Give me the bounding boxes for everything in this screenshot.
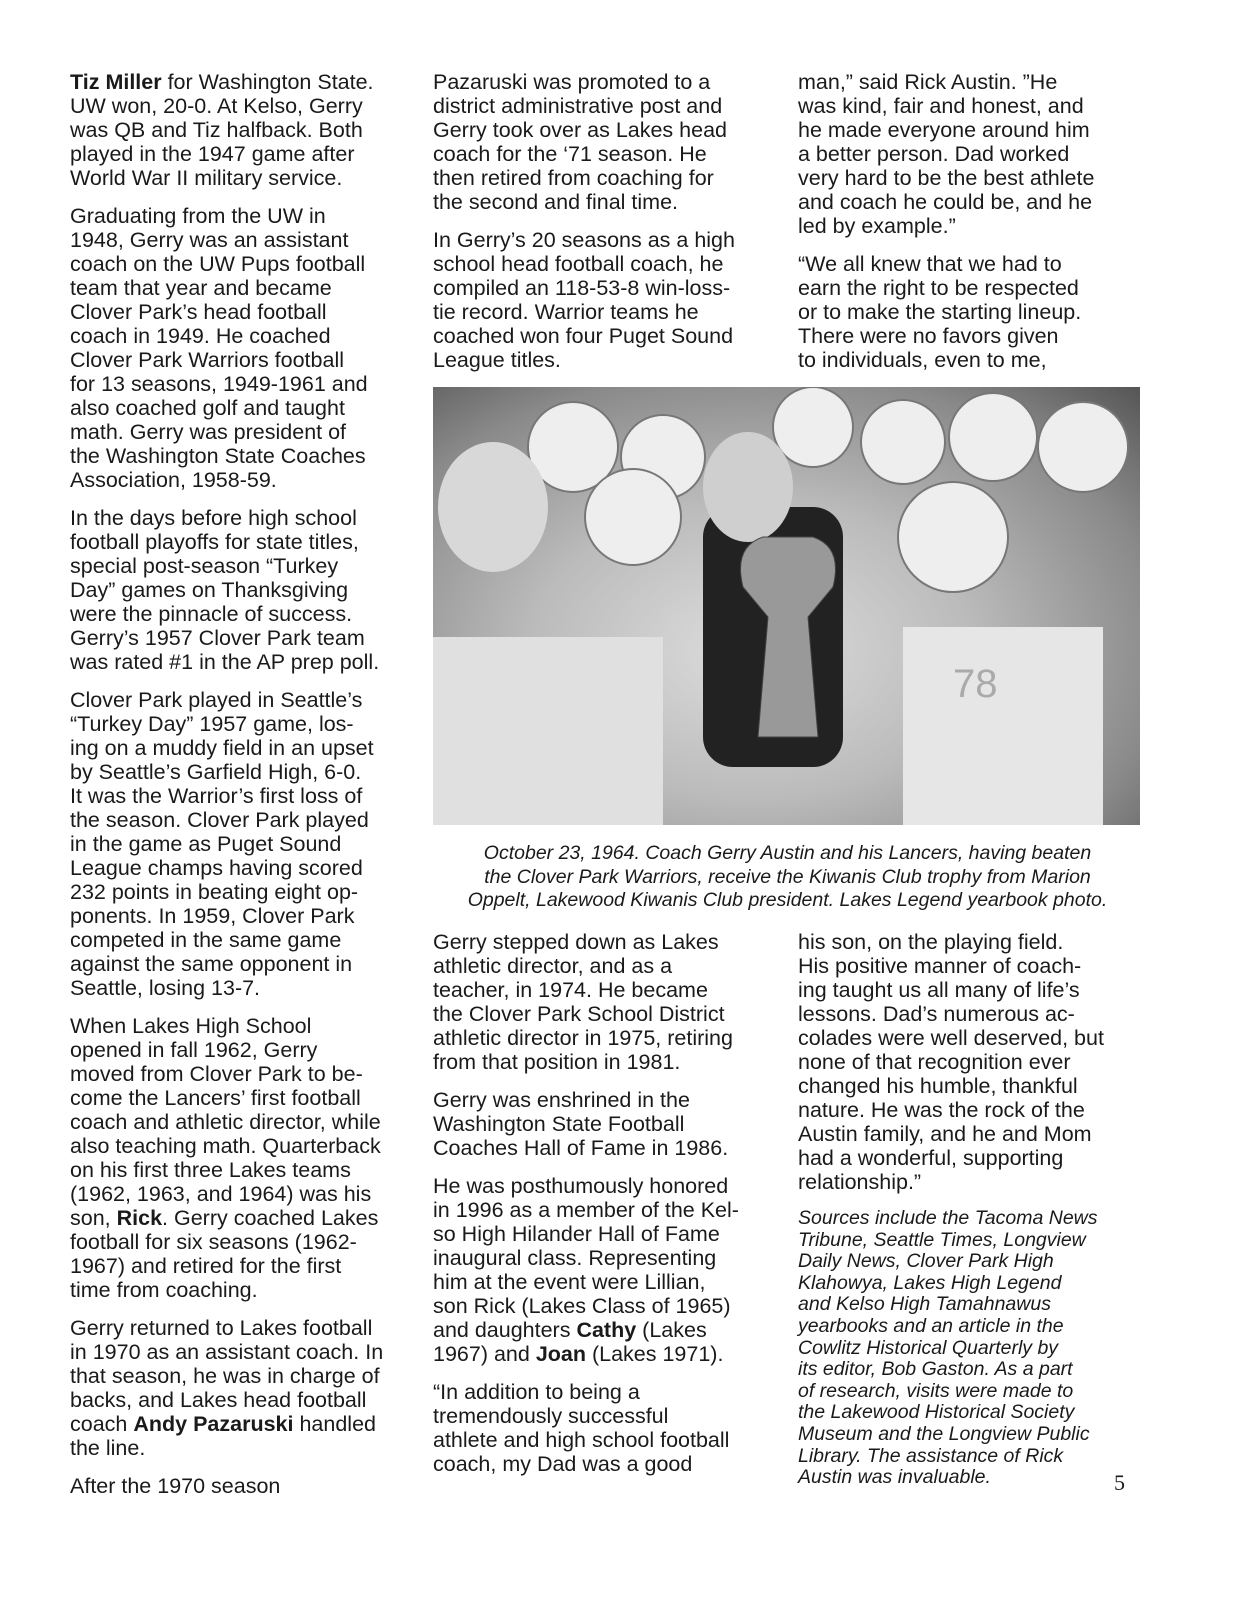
text-run: When Lakes High School opened in fall 1962, Gerry moved from Clover Park to be- come the Lancers’ first football coach and athletic director, while also teaching math. Quarterback on his first three Lakes teams (1962, 1963, and 1964) was his son, [70,1014,381,1230]
paragraph [70,1014,420,1302]
text-run: (Lakes 1971). [586,1342,724,1366]
text-run: Sources include the Tacoma News Tribune, Seattle Times, Longview Daily News, Clover Park High Klahowya, Lakes High Legend and Kelso High Tamahnawus yearbooks and an article in the Cowlitz Historical Quarterly by its editor, Bob Gaston. As a part of research, visits were made to the Lakewood Historical Society Museum and the Longview Public Library. The assistance of Rick Austin was invaluable. [798,1207,1098,1489]
paragraph [798,1208,1148,1489]
column-3 [798,70,1148,386]
photo-illustration [433,387,1140,825]
bold-name: Rick [116,1206,163,1230]
paragraph [70,1474,420,1498]
text-run: Graduating from the UW in 1948, Gerry was an assistant coach on the UW Pups football team that year and became Clover Park’s head football coach in 1949. He coached Clover Park Warriors football for 13 seasons, 1949-1961 and also coached golf and taught math. Gerry was president of the Washington State Coaches Association, 1958-59. [70,204,368,492]
paragraph [433,70,778,214]
bold-name: Joan [535,1342,586,1366]
text-run: man,” said Rick Austin. ”He was kind, fair and honest, and he made everyone around him a better person. Dad worked very hard to be the best athlete and coach he could be, and he led by example.” [798,70,1095,238]
text-run: Gerry stepped down as Lakes athletic director, and as a teacher, in 1974. He became the Clover Park School District athletic director in 1975, retiring from that position in 1981. [433,930,733,1074]
team-trophy-photo [433,387,1140,825]
paragraph [433,228,778,372]
text-run: In Gerry’s 20 seasons as a high school head football coach, he compiled an 118-53-8 win-loss- tie record. Warrior teams he coached won four Puget Sound League titles. [433,228,735,372]
bold-name: Tiz Miller [70,70,162,94]
page-number: 5 [1114,1470,1125,1495]
paragraph [70,506,420,674]
text-run: “In addition to being a tremendously successful athlete and high school football coach, my Dad was a good [433,1380,730,1476]
text-run: After the 1970 season [70,1474,281,1498]
jersey-number: 78 [953,662,998,706]
text-run: Gerry was enshrined in the Washington State Football Coaches Hall of Fame in 1986. [433,1088,729,1160]
paragraph [433,1088,783,1160]
text-run: Gerry returned to Lakes football in 1970 as an assistant coach. In that season, he was in charge of backs, and Lakes head football coach [70,1316,384,1436]
photo-caption: October 23, 1964. Coach Gerry Austin and his Lancers, having beaten the Clover Park Warriors, receive the Kiwanis Club trophy from Marion Oppelt, Lakewood Kiwanis Club president. Lakes Legend yearbook photo. [467,842,1108,911]
column-2 [433,70,778,386]
paragraph [70,204,420,492]
text-run: Pazaruski was promoted to a district administrative post and Gerry took over as Lakes head coach for the ‘71 season. He then retired from coaching for the second and final time. [433,70,727,214]
text-run: (Lakes 1967) and [433,1318,707,1366]
bold-name: Cathy [576,1318,637,1342]
bold-name: Andy Pazaruski [133,1412,294,1436]
paragraph [798,930,1148,1194]
text-run: Clover Park played in Seattle’s “Turkey Day” 1957 game, los- ing on a muddy field in an upset by Seattle’s Garfield High, 6-0. It was the Warrior’s first loss of the season. Clover Park played in the game as Puget Sound League champs having scored 232 points in beating eight op- ponents. In 1959, Clover Park competed in the same game against the same opponent in Seattle, losing 13-7. [70,688,374,1000]
paragraph [433,930,783,1074]
text-run: He was posthumously honored in 1996 as a member of the Kel- so High Hilander Hall of Fame inaugural class. Representing him at the event were Lillian, son Rick (Lakes Class of 1965) and daughters [433,1174,739,1342]
paragraph [70,70,420,190]
column-1 [70,70,420,1512]
text-run: handled the line. [70,1412,376,1460]
text-run: his son, on the playing field. His positive manner of coach- ing taught us all many of life’s lessons. Dad’s numerous ac- colades were well deserved, but none of that recognition ever changed his humble, thankful nature. He was the rock of the Austin family, and he and Mom had a wonderful, supporting relationship.” [798,930,1104,1194]
paragraph [433,1174,783,1366]
paragraph [798,70,1148,238]
paragraph [70,688,420,1000]
column-2-lower [433,930,783,1490]
text-run: for Washington State. UW won, 20-0. At Kelso, Gerry was QB and Tiz halfback. Both played in the 1947 game after World War II military service. [70,70,374,190]
text-run: In the days before high school football playoffs for state titles, special post-season “Turkey Day” games on Thanksgiving were the pinnacle of success. Gerry’s 1957 Clover Park team was rated #1 in the AP prep poll. [70,506,380,674]
text-run: “We all knew that we had to earn the right to be respected or to make the starting lineup. There were no favors given to individuals, even to me, [798,252,1082,372]
paragraph [70,1316,420,1460]
column-3-lower [798,930,1148,1503]
text-run: . Gerry coached Lakes football for six seasons (1962- 1967) and retired for the first time from coaching. [70,1206,379,1302]
paragraph [433,1380,783,1476]
paragraph [798,252,1148,372]
